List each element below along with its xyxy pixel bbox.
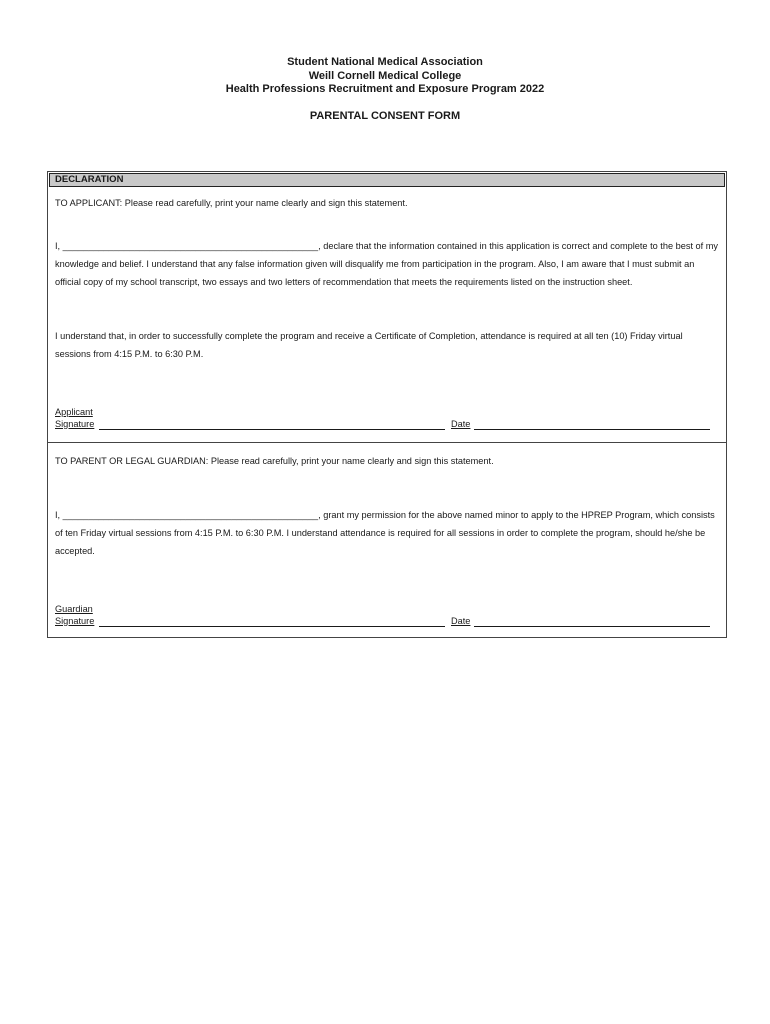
guardian-date-line[interactable] (474, 626, 710, 627)
signature-label: Signature (55, 615, 95, 626)
applicant-date-line[interactable] (474, 429, 710, 430)
document-header (0, 56, 770, 97)
date-label: Date (451, 615, 471, 626)
section-divider (48, 442, 726, 443)
applicant-signature-block[interactable] (55, 407, 710, 431)
declaration-box (47, 171, 727, 638)
program-name: Health Professions Recruitment and Exposure Program 2022 (225, 83, 545, 95)
guardian-label: Guardian (55, 604, 93, 614)
guardian-consent-text[interactable]: I, __________________________________________________, grant my permission for the above named minor to apply to the HPREP Program, which consists of ten Friday virtual sessions from 4:15 P.M. to 6:30 P.M. I understand attendance is required for all sessions in order to complete the program, should he/she be accepted. (55, 510, 715, 556)
declaration-header: DECLARATION (49, 173, 725, 187)
applicant-declaration-text[interactable]: I, __________________________________________________, declare that the information contained in this application is correct and complete to the best of my knowledge and belief. I understand that any false information given will disqualify me from participation in the program. Also, I am aware that I must submit an official copy of my school transcript, two essays and two letters of recommendation that meets the requirements listed on the instruction sheet. (55, 241, 719, 287)
form-title: PARENTAL CONSENT FORM (309, 110, 461, 122)
date-label: Date (451, 418, 471, 429)
college-name: Weill Cornell Medical College (308, 69, 462, 82)
applicant-attendance-text: I understand that, in order to successfully complete the program and receive a Certificate of Completion, attendance is required at all ten (10) Friday virtual sessions from 4:15 P.M. to 6:30 P.M. (55, 331, 683, 359)
signature-label: Signature (55, 418, 95, 429)
organization-name: Student National Medical Association (287, 56, 483, 68)
applicant-signature-line[interactable] (99, 429, 445, 430)
guardian-instruction: TO PARENT OR LEGAL GUARDIAN: Please read carefully, print your name clearly and sign this statement. (55, 456, 494, 466)
applicant-instruction: TO APPLICANT: Please read carefully, print your name clearly and sign this statement. (55, 198, 408, 208)
guardian-signature-block[interactable] (55, 604, 710, 628)
applicant-label: Applicant (55, 407, 93, 417)
guardian-signature-line[interactable] (99, 626, 445, 627)
